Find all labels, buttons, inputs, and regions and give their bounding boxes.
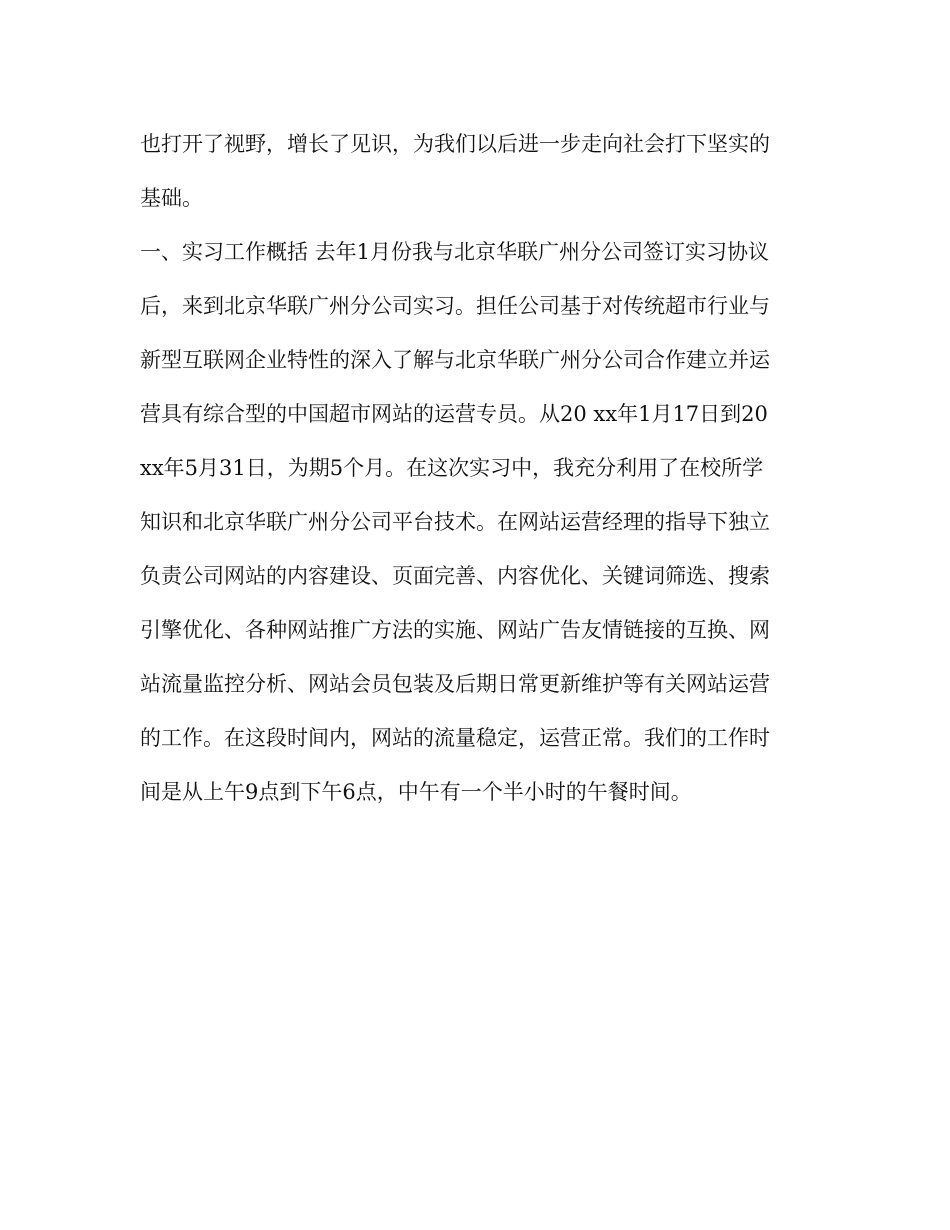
text-line: 引擎优化、各种网站推广方法的实施、网站广告友情链接的互换、网 (140, 618, 770, 642)
text-line: 知识和北京华联广州分公司平台技术。在网站运营经理的指导下独立 (140, 510, 770, 534)
text-line: 一、实习工作概括 去年1月份我与北京华联广州分公司签订实习协议 (140, 240, 770, 264)
text-line: 基础。 (140, 186, 203, 210)
text-line: 的工作。在这段时间内，网站的流量稳定，运营正常。我们的工作时 (140, 726, 770, 750)
body-text (140, 122, 810, 824)
text-line: 后，来到北京华联广州分公司实习。担任公司基于对传统超市行业与 (140, 294, 770, 318)
text-line: xx年5月31日，为期5个月。在这次实习中，我充分利用了在校所学 (140, 456, 764, 480)
text-line: 营具有综合型的中国超市网站的运营专员。从20 xx年1月17日到20 (140, 402, 768, 426)
text-line: 负责公司网站的内容建设、页面完善、内容优化、关键词筛选、搜索 (140, 564, 770, 588)
text-line: 间是从上午9点到下午6点，中午有一个半小时的午餐时间。 (140, 780, 692, 804)
text-line: 新型互联网企业特性的深入了解与北京华联广州分公司合作建立并运 (140, 348, 770, 372)
text-line: 也打开了视野，增长了见识，为我们以后进一步走向社会打下坚实的 (140, 132, 770, 156)
text-line: 站流量监控分析、网站会员包装及后期日常更新维护等有关网站运营 (140, 672, 770, 696)
